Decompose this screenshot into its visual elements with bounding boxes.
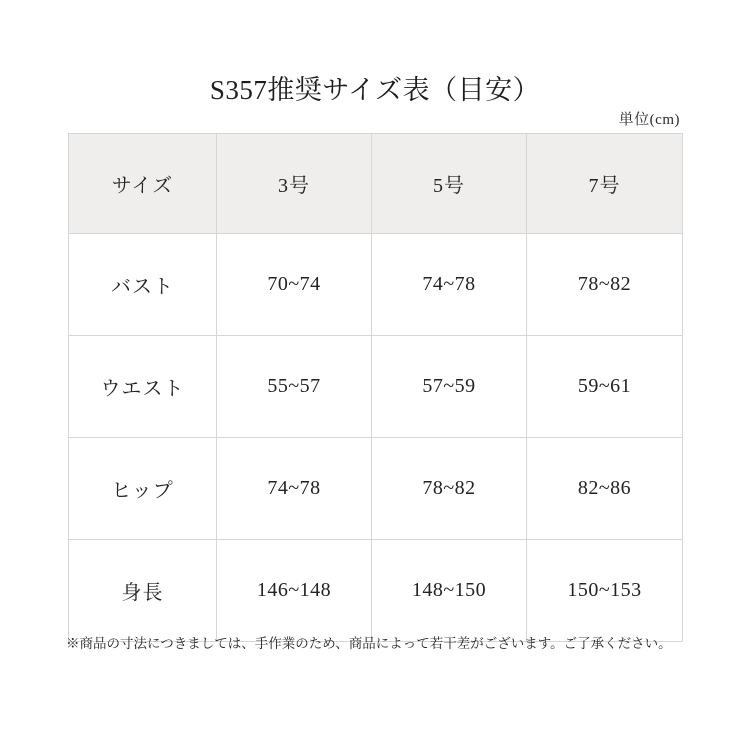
row-header-hip: ヒップ (69, 438, 217, 540)
table-row (69, 438, 683, 540)
cell-height-7go: 150~153 (527, 540, 683, 642)
cell-hip-7go: 82~86 (527, 438, 683, 540)
page-title: S357推奨サイズ表（目安） (209, 75, 541, 105)
cell-hip-3go: 74~78 (217, 438, 372, 540)
column-header-3go: 3号 (217, 134, 372, 234)
row-header-waist: ウエスト (69, 336, 217, 438)
cell-waist-3go: 55~57 (217, 336, 372, 438)
cell-bust-7go: 78~82 (527, 234, 683, 336)
table-header-row (69, 134, 683, 234)
cell-waist-5go: 57~59 (372, 336, 527, 438)
cell-height-3go: 146~148 (217, 540, 372, 642)
size-table (68, 133, 683, 642)
column-header-5go: 5号 (372, 134, 527, 234)
table-row (69, 234, 683, 336)
column-header-size: サイズ (69, 134, 217, 234)
cell-height-5go: 148~150 (372, 540, 527, 642)
size-table-container (68, 133, 682, 642)
table-row (69, 540, 683, 642)
cell-hip-5go: 78~82 (372, 438, 527, 540)
table-body (69, 234, 683, 642)
disclaimer-note: ※商品の寸法につきましては、手作業のため、商品によって若干差がございます。ご了承ください。 (66, 636, 672, 651)
cell-waist-7go: 59~61 (527, 336, 683, 438)
table-row (69, 336, 683, 438)
table-header (69, 134, 683, 234)
column-header-7go: 7号 (527, 134, 683, 234)
row-header-height: 身長 (69, 540, 217, 642)
row-header-bust: バスト (69, 234, 217, 336)
cell-bust-3go: 70~74 (217, 234, 372, 336)
cell-bust-5go: 74~78 (372, 234, 527, 336)
unit-label: 単位(cm) (618, 112, 680, 128)
